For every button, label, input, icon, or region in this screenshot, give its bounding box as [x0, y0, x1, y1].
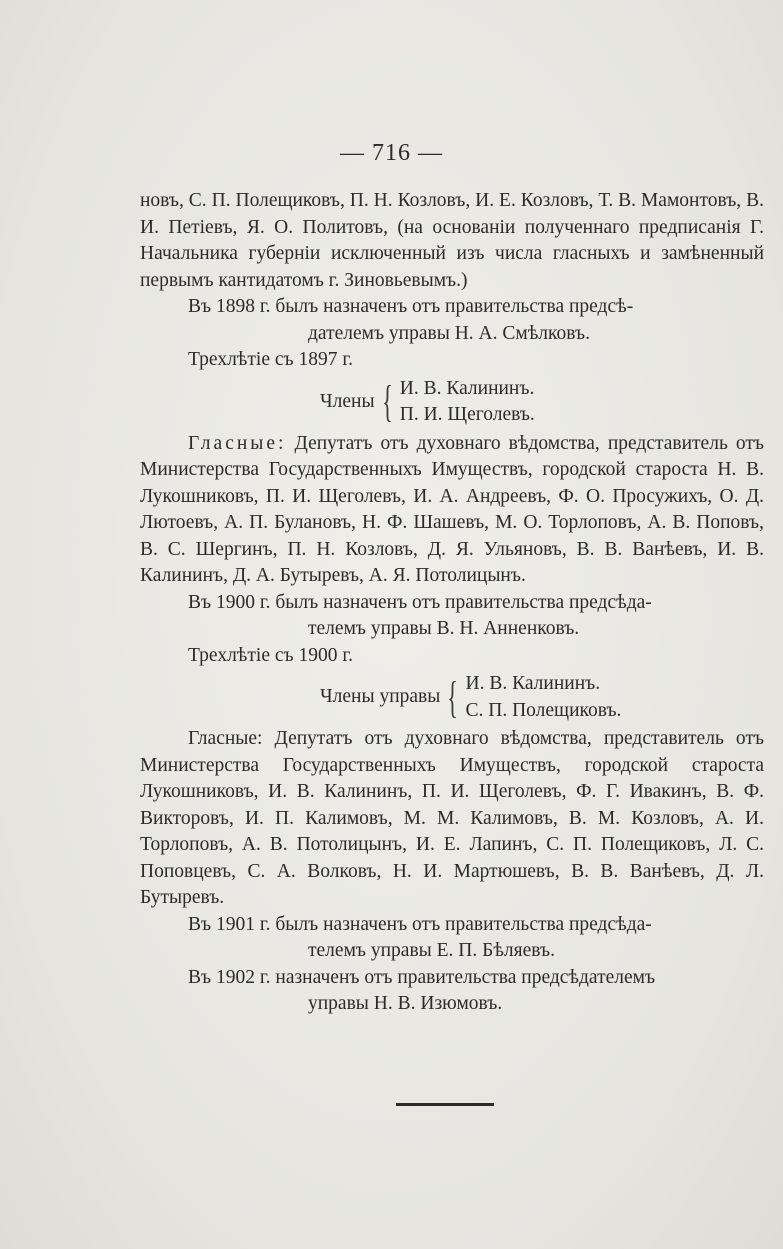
appointment-1898-line1: Въ 1898 г. былъ назначенъ отъ правительства предсѣ-: [188, 296, 634, 317]
appointment-1900-line2: телемъ управы В. Н. Анненковъ.: [308, 618, 580, 639]
appointment-1901-line2: телемъ управы Е. П. Бѣляевъ.: [308, 940, 555, 961]
appointment-1898: [140, 294, 764, 347]
appointment-1902: [140, 965, 764, 1018]
brace-icon: {: [381, 377, 393, 426]
glasnye-1897-label: Гласные:: [188, 432, 287, 454]
appointment-1902-line1: Въ 1902 г. назначенъ отъ правительства предсѣдателемъ: [188, 966, 656, 988]
members-1900-label: Члены управы: [320, 686, 441, 708]
glasnye-1900-label: Гласные:: [188, 728, 263, 749]
glasnye-1900-text: Депутатъ отъ духовнаго вѣдомства, представитель отъ Министерства Государственныхъ Имуществъ, городской староста Лукошниковъ, И. В. Калининъ, П. И. Щеголевъ, Ф. Г. Ивакинъ, В. Ф. Викторовъ, И. П. Калимовъ, М. М. Калимовъ, В. М. Козловъ, А. И. Торлоповъ, А. В. Потолицынъ, И. Е. Лапинъ, С. П. Полещиковъ, Л. С. Поповцевъ, С. А. Волковъ, Н. И. Мартюшевъ, В. В. Ванѣевъ, Д. Л. Бутыревъ.: [140, 728, 764, 908]
appointment-1901: [140, 912, 764, 965]
members-1897-list: [400, 376, 535, 429]
brace-icon: {: [447, 672, 459, 722]
glasnye-1897-paragraph: [140, 431, 764, 590]
glasnye-1897-text: Депутатъ отъ духовнаго вѣдомства, представитель отъ Министерства Государственныхъ Имуществъ, городской староста Н. В. Лукошниковъ, П. И. Щеголевъ, И. А. Андреевъ, Ф. О. Просужихъ, О. Д. Лютоевъ, А. П. Булановъ, Н. Ф. Шашевъ, М. О. Торлоповъ, А. В. Поповъ, В. С. Шергинъ, П. Н. Козловъ, Д. Я. Ульяновъ, В. В. Ванѣевъ, И. В. Калининъ, Д. А. Бутыревъ, А. Я. Потолицынъ.: [140, 432, 764, 586]
members-1897-label: Члены: [320, 390, 375, 412]
appointment-1900-line1: Въ 1900 г. былъ назначенъ отъ правительства предсѣда-: [188, 591, 652, 613]
member-name: С. П. Полещиковъ.: [465, 699, 622, 721]
triennium-1897-heading: Трехлѣтіе съ 1897 г.: [188, 349, 354, 370]
continuation-paragraph: новъ, С. П. Полещиковъ, П. Н. Козловъ, И. Е. Козловъ, Т. В. Мамонтовъ, В. И. Петіевъ, Я. О. Политовъ, (на основаніи полученнаго предписанія Г. Начальника губерніи исключенный изъ числа гласныхъ и замѣненный первымъ кантидатомъ г. Зиновьевымъ.): [140, 190, 764, 291]
members-1900: [320, 671, 764, 724]
appointment-1901-line1: Въ 1901 г. былъ назначенъ отъ правительства предсѣда-: [188, 913, 652, 935]
member-name: И. В. Калининъ.: [399, 377, 535, 399]
member-name: И. В. Калининъ.: [465, 673, 601, 694]
members-1900-list: [466, 671, 622, 724]
appointment-1898-line2: дателемъ управы Н. А. Смѣлковъ.: [308, 322, 590, 344]
appointment-1902-line2: управы Н. В. Изюмовъ.: [308, 993, 503, 1014]
member-name: П. И. Щеголевъ.: [399, 404, 535, 425]
triennium-1900-heading: Трехлѣтіе съ 1900 г.: [188, 644, 354, 666]
section-divider: [396, 1103, 494, 1106]
glasnye-1900-paragraph: [140, 726, 764, 912]
appointment-1900: [140, 590, 764, 643]
members-1897: [320, 376, 764, 429]
page-body: [140, 188, 764, 1018]
page-number: — 716 —: [340, 140, 443, 166]
